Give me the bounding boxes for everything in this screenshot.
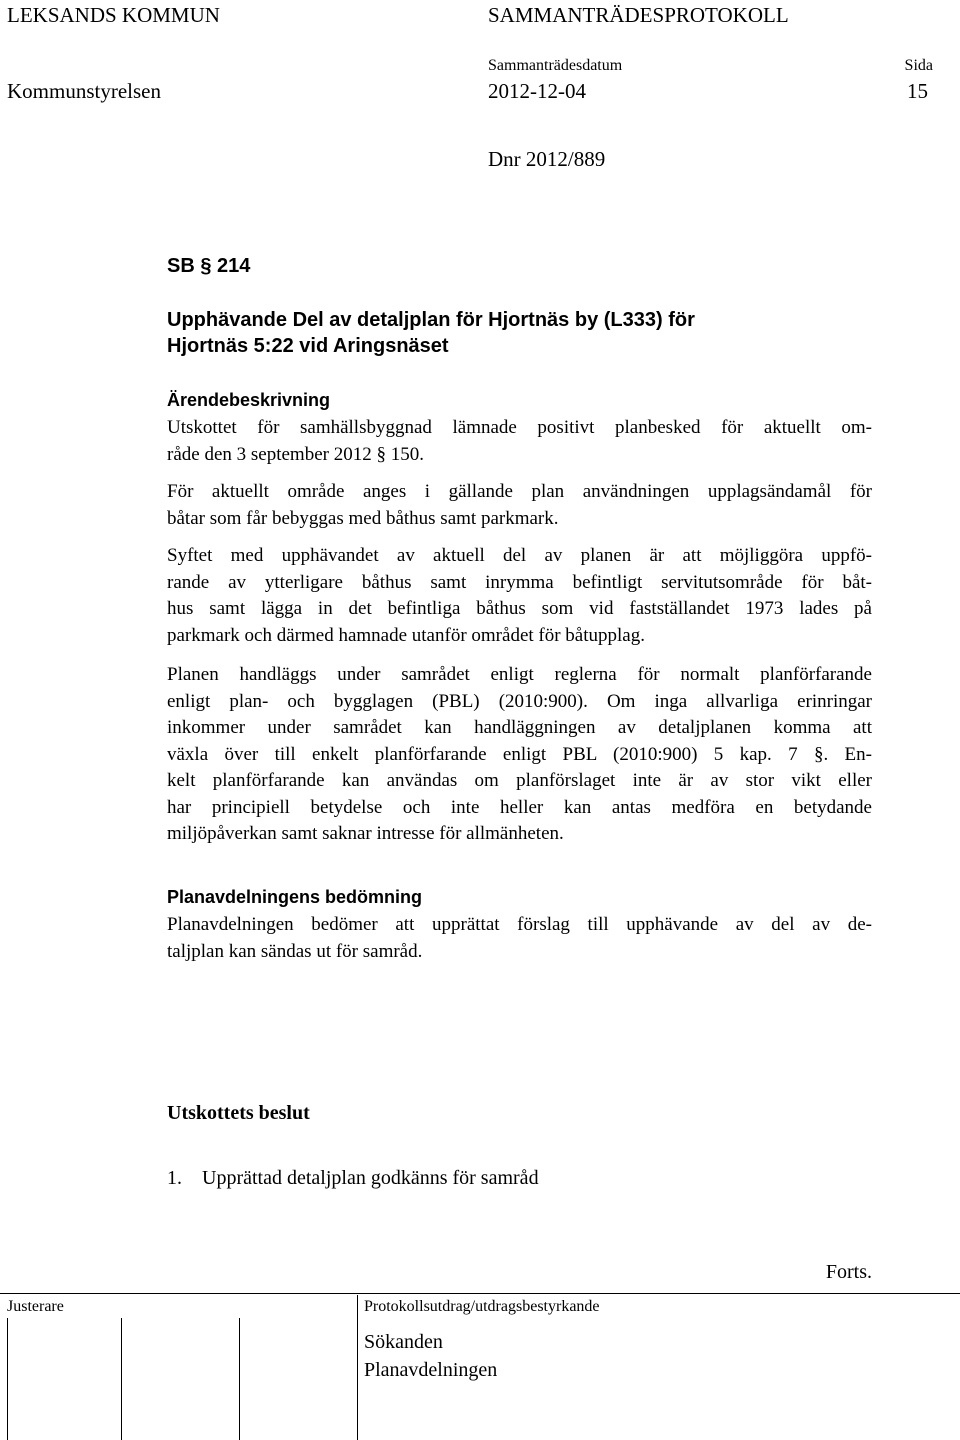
signature-box-line (239, 1318, 240, 1440)
text-line: har principiell betydelse och inte heller kan antas medföra en betydande (167, 796, 872, 818)
decision-item-text: Upprättad detaljplan godkänns för samråd (202, 1167, 539, 1189)
document-type: SAMMANTRÄDESPROTOKOLL (488, 3, 789, 27)
assessment-paragraph (167, 912, 872, 965)
section-title-line-2: Hjortnäs 5:22 vid Aringsnäset (167, 335, 449, 357)
text-line: rande av ytterligare båthus samt inrymma befintligt servitutsområde för båt- (167, 571, 872, 593)
decision-heading: Utskottets beslut (167, 1102, 310, 1124)
text-line: enligt plan- och bygglagen (PBL) (2010:900). Om inga allvarliga erinringar (167, 690, 872, 712)
meeting-date: 2012-12-04 (488, 79, 586, 103)
date-label: Sammanträdesdatum (488, 57, 623, 74)
signature-box-line (7, 1318, 8, 1440)
text-line: växla över till enkelt planförfarande enligt PBL (2010:900) 5 kap. 7 §. En- (167, 743, 872, 765)
recipient-planning-department: Planavdelningen (364, 1359, 498, 1381)
text-line: Utskottet för samhällsbyggnad lämnade positivt planbesked för aktuellt om- (167, 417, 872, 438)
description-heading: Ärendebeskrivning (167, 390, 331, 410)
description-paragraph-1 (167, 415, 872, 468)
text-line: kelt planförfarande kan användas om planförslaget inte är av stor vikt eller (167, 770, 872, 791)
extract-label: Protokollsutdrag/utdragsbestyrkande (364, 1298, 600, 1315)
description-paragraph-2 (167, 479, 872, 532)
description-paragraph-3 (167, 543, 872, 649)
case-number: Dnr 2012/889 (488, 147, 606, 171)
text-line: Planavdelningen bedömer att upprättat förslag till upphävande av del av de- (167, 914, 872, 935)
text-line: båtar som får bebyggas med båthus samt parkmark. (167, 507, 559, 529)
text-line: inkommer under samrådet kan handläggningen av detaljplanen komma att (167, 717, 872, 738)
description-paragraph-4 (167, 662, 872, 848)
text-line: Syftet med upphävandet av aktuell del av planen är att möjliggöra uppfö- (167, 545, 872, 566)
footer-divider (0, 1293, 960, 1294)
justerare-label: Justerare (7, 1298, 64, 1315)
text-line: miljöpåverkan samt saknar intresse för allmänheten. (167, 823, 564, 844)
assessment-heading: Planavdelningens bedömning (167, 887, 423, 907)
board-name: Kommunstyrelsen (7, 79, 161, 103)
text-line: hus samt lägga in det befintliga båthus som vid fastställandet 1973 lades på (167, 598, 872, 619)
continued-marker: Forts. (825, 1261, 872, 1283)
text-line: Planen handläggs under samrådet enligt reglerna för normalt planförfarande (167, 664, 872, 685)
text-line: råde den 3 september 2012 § 150. (167, 443, 424, 465)
signature-box-line (121, 1318, 122, 1440)
page-label: Sida (904, 57, 933, 74)
signature-box-line (357, 1295, 358, 1440)
section-number: SB § 214 (167, 255, 251, 277)
text-line: taljplan kan sändas ut för samråd. (167, 940, 423, 962)
section-title-line-1: Upphävande Del av detaljplan för Hjortnäs by (L333) för (167, 309, 695, 331)
page-number: 15 (907, 79, 928, 103)
municipality-name: LEKSANDS KOMMUN (7, 3, 220, 27)
text-line: parkmark och därmed hamnade utanför området för båtupplag. (167, 624, 645, 646)
recipient-applicant: Sökanden (364, 1331, 443, 1353)
decision-item-number: 1. (167, 1167, 182, 1189)
text-line: För aktuellt område anges i gällande plan användningen upplagsändamål för (167, 481, 872, 502)
